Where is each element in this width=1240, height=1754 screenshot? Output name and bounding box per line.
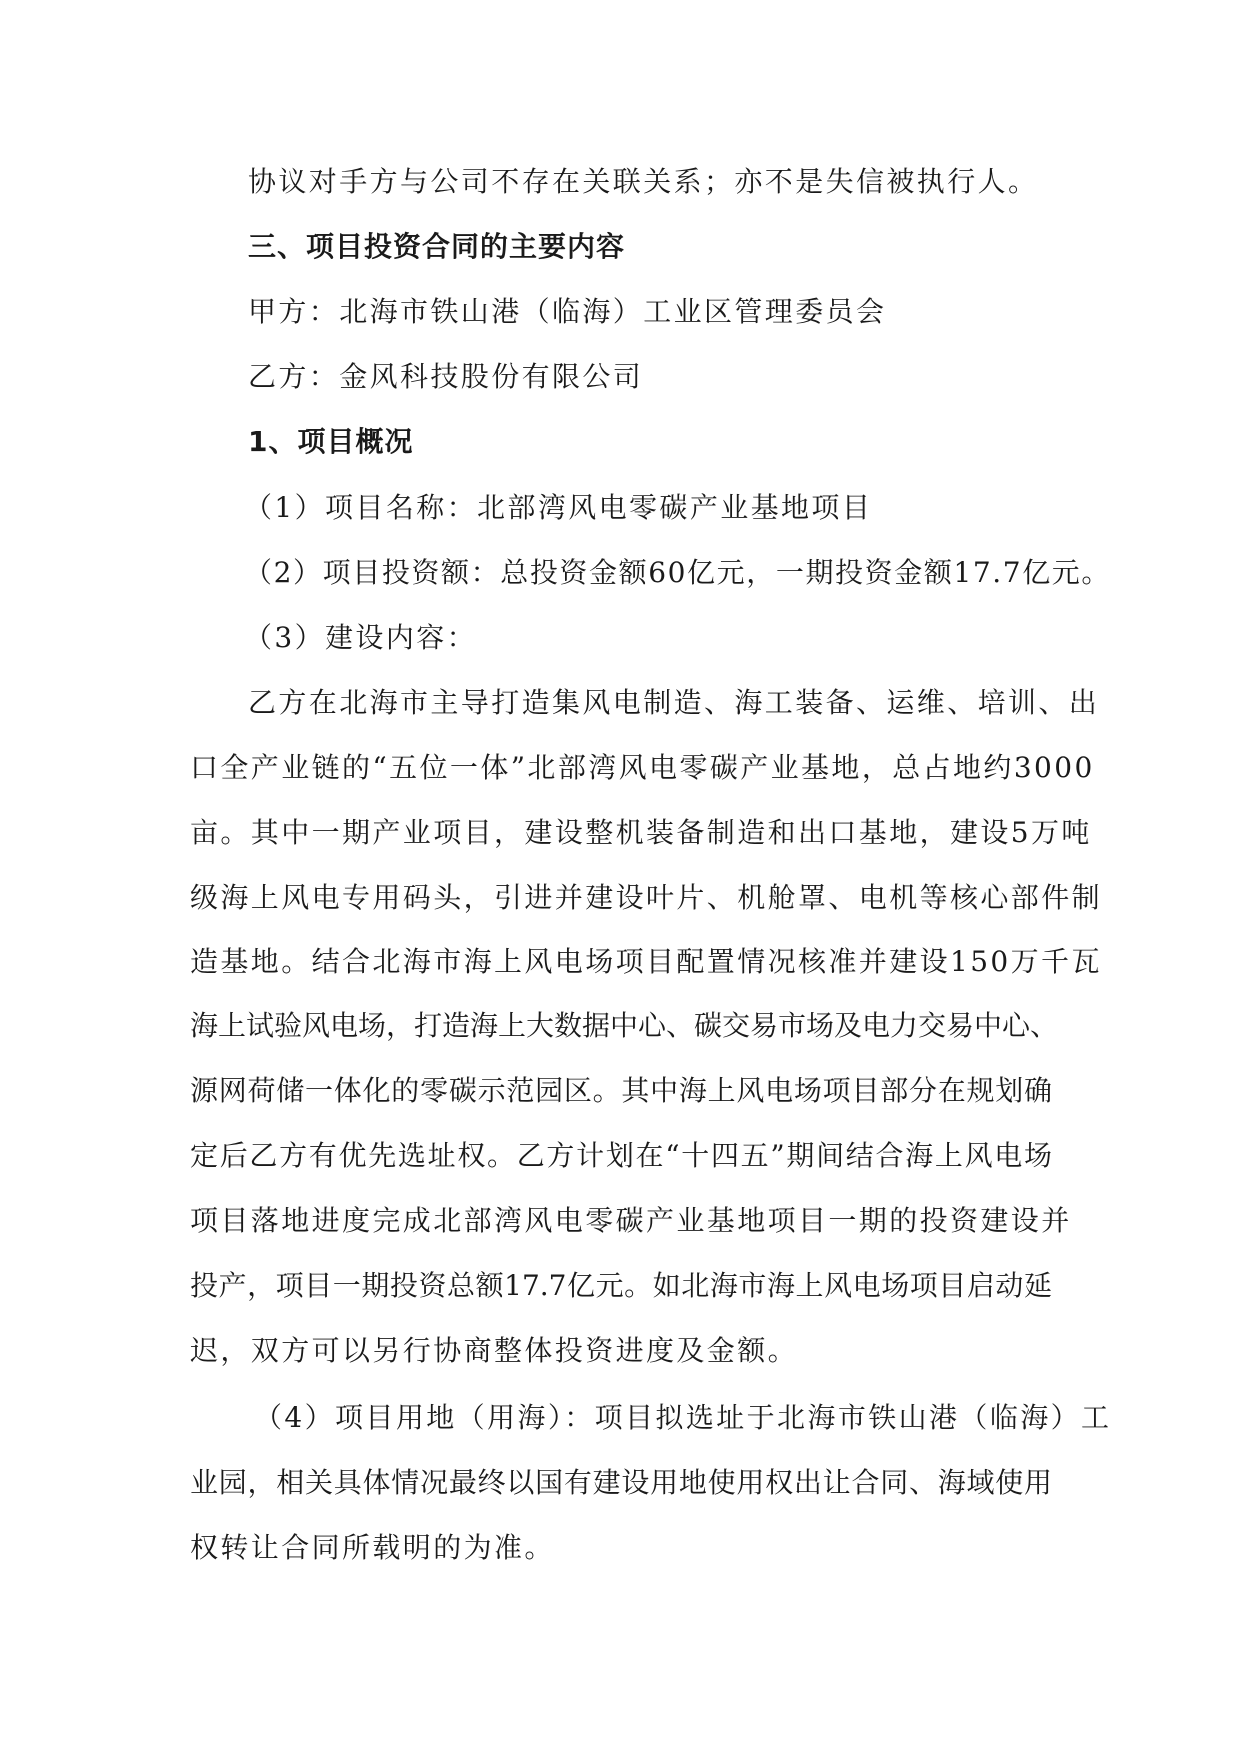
paragraph-line: 级海上风电专用码头，引进并建设叶片、机舱罩、电机等核心部件制 [190, 881, 1103, 914]
paragraph-line: 迟，双方可以另行协商整体投资进度及金额。 [190, 1334, 799, 1367]
party-b: 乙方：金风科技股份有限公司 [248, 360, 644, 393]
paragraph-line: 权转让合同所载明的为准。 [190, 1531, 555, 1564]
item-project-name: （1）项目名称：北部湾风电零碳产业基地项目 [244, 491, 873, 524]
section-heading: 三、项目投资合同的主要内容 [248, 230, 626, 263]
item-construction: （3）建设内容： [244, 621, 478, 654]
paragraph-line: 乙方在北海市主导打造集风电制造、海工装备、运维、培训、出 [248, 686, 1100, 719]
party-a: 甲方：北海市铁山港（临海）工业区管理委员会 [248, 295, 887, 328]
paragraph-line: 协议对手方与公司不存在关联关系；亦不是失信被执行人。 [248, 165, 1039, 198]
paragraph-line: 投产，项目一期投资总额17.7亿元。如北海市海上风电场项目启动延 [190, 1269, 1052, 1302]
item-investment: （2）项目投资额：总投资金额60亿元，一期投资金额17.7亿元。 [244, 556, 1111, 589]
paragraph-line: 业园，相关具体情况最终以国有建设用地使用权出让合同、海域使用 [190, 1466, 1052, 1499]
paragraph-line: 项目落地进度完成北部湾风电零碳产业基地项目一期的投资建设并 [190, 1204, 1072, 1237]
paragraph-line: 亩。其中一期产业项目，建设整机装备制造和出口基地，建设5万吨 [190, 816, 1092, 849]
item-land-use: （4）项目用地（用海）：项目拟选址于北海市铁山港（临海）工 [254, 1401, 1112, 1434]
paragraph-line: 源网荷储一体化的零碳示范园区。其中海上风电场项目部分在规划确 [190, 1074, 1052, 1107]
paragraph-line: 定后乙方有优先选址权。乙方计划在“十四五”期间结合海上风电场 [190, 1139, 1052, 1172]
subsection-heading: 1、项目概况 [248, 425, 414, 458]
paragraph-line: 海上试验风电场，打造海上大数据中心、碳交易市场及电力交易中心、 [190, 1009, 1059, 1042]
paragraph-line: 造基地。结合北海市海上风电场项目配置情况核准并建设150万千瓦 [190, 945, 1102, 978]
paragraph-line: 口全产业链的“五位一体”北部湾风电零碳产业基地，总占地约3000 [190, 751, 1095, 784]
